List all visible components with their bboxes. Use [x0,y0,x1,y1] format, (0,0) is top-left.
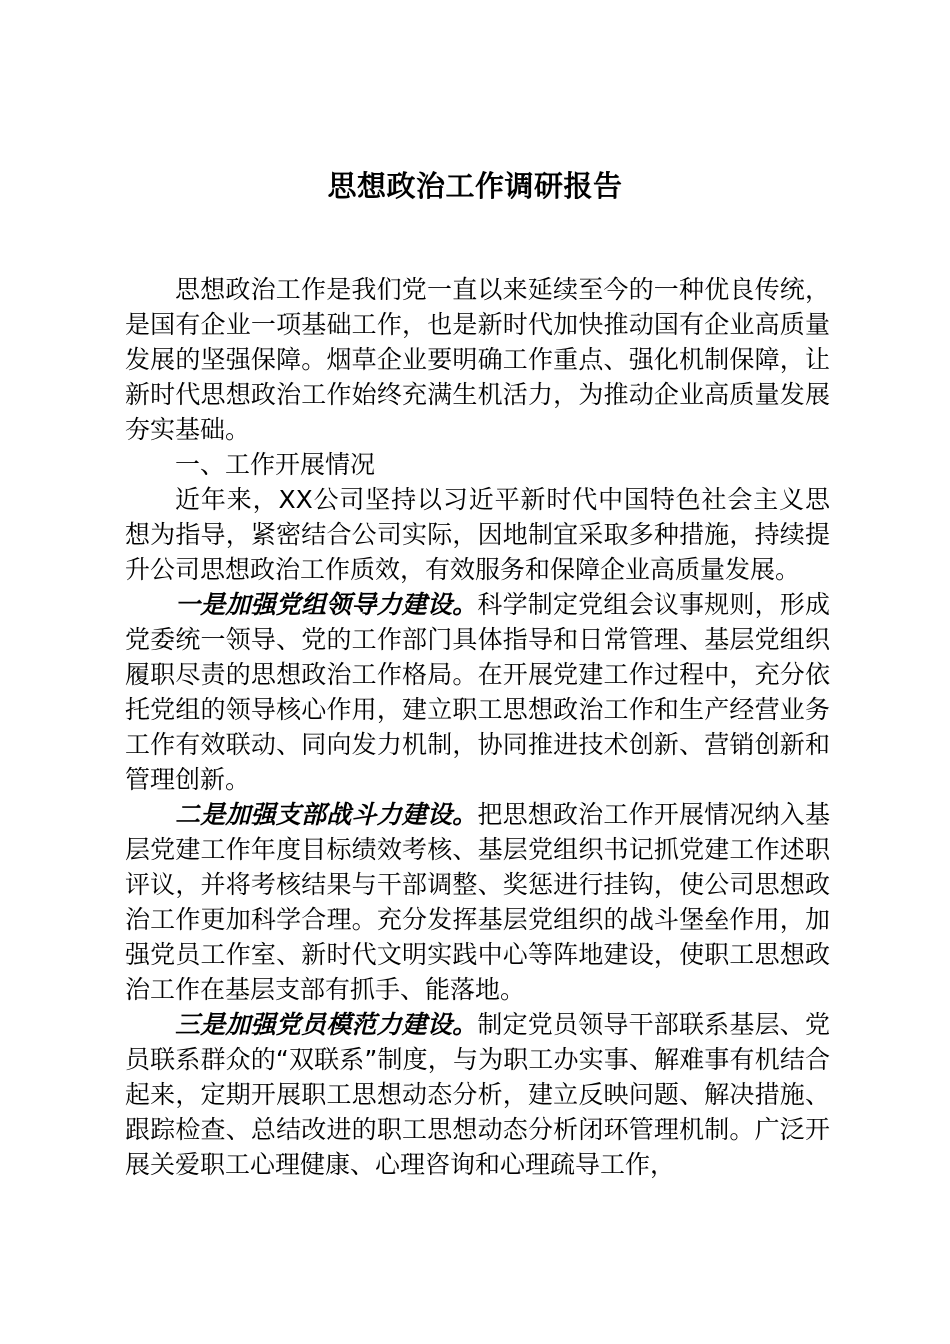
document-title: 思想政治工作调研报告 [327,169,623,203]
point-paragraph-1 [125,587,830,797]
document-body [125,272,830,1182]
section-intro-paragraph: 近年来，XX公司坚持以习近平新时代中国特色社会主义思想为指导，紧密结合公司实际，因地制宜采取多种措施，持续提升公司思想政治工作质效，有效服务和保障企业高质量发展。 [125,485,830,584]
point-lead-3: 三是加强党员模范力建设。 [175,1010,478,1039]
point-lead-1: 一是加强党组领导力建设。 [175,590,478,619]
section-heading: 一、工作开展情况 [175,450,376,479]
point-paragraph-3 [125,1007,830,1182]
point-text-1: 科学制定党组会议事规则，形成党委统一领导、党的工作部门具体指导和日常管理、基层党组织履职尽责的思想政治工作格局。在开展党建工作过程中，充分依托党组的领导核心作用，建立职工思想政治工作和生产经营业务工作有效联动、同向发力机制，协同推进技术创新、营销创新和管理创新。 [125,590,830,794]
intro-paragraph: 思想政治工作是我们党一直以来延续至今的一种优良传统，是国有企业一项基础工作，也是新时代加快推动国有企业高质量发展的坚强保障。烟草企业要明确工作重点、强化机制保障，让新时代思想政治工作始终充满生机活力，为推动企业高质量发展夯实基础。 [125,275,830,444]
point-text-2: 把思想政治工作开展情况纳入基层党建工作年度目标绩效考核、基层党组织书记抓党建工作述职评议，并将考核结果与干部调整、奖惩进行挂钩，使公司思想政治工作更加科学合理。充分发挥基层党组织的战斗堡垒作用，加强党员工作室、新时代文明实践中心等阵地建设，使职工思想政治工作在基层支部有抓手、能落地。 [125,800,830,1004]
point-text-3: 制定党员领导干部联系基层、党员联系群众的“双联系”制度，与为职工办实事、解难事有机结合起来，定期开展职工思想动态分析，建立反映问题、解决措施、跟踪检查、总结改进的职工思想动态分析闭环管理机制。广泛开展关爱职工心理健康、心理咨询和心理疏导工作， [125,1010,830,1179]
point-lead-2: 二是加强支部战斗力建设。 [175,800,478,829]
point-paragraph-2 [125,797,830,1007]
